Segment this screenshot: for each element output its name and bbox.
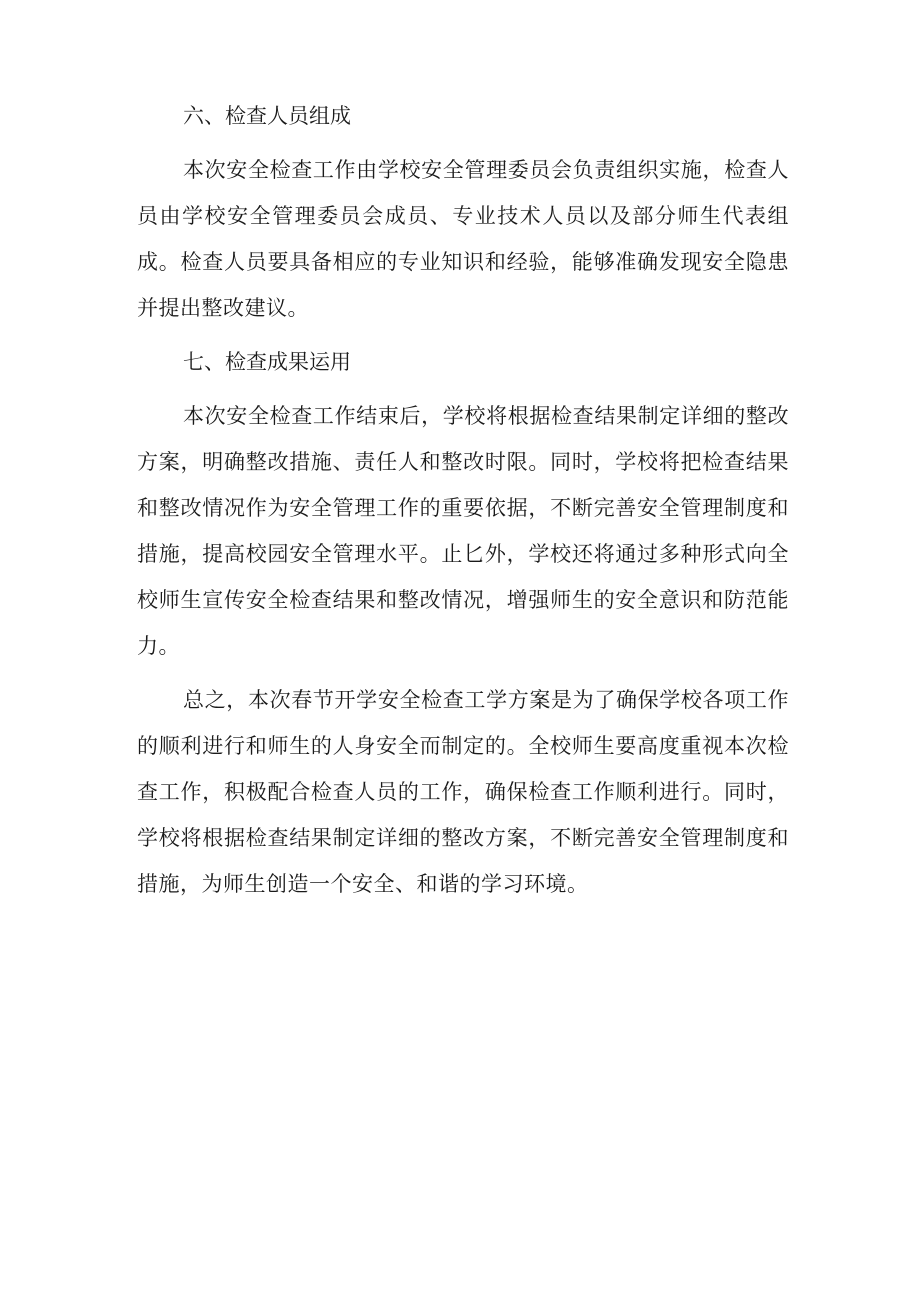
section-heading-personnel: 六、检查人员组成 xyxy=(183,104,351,128)
document-body xyxy=(137,93,789,907)
section-paragraph-results-usage: 本次安全检查工作结束后，学校将根据检查结果制定详细的整改方案，明确整改措施、责任人和整改时限。同时，学校将把检查结果和整改情况作为安全管理工作的重要依据，不断完善安全管理制度和措施，提高校园安全管理水平。止匕外，学校还将通过多种形式向全校师生宣传安全检查结果和整改情况，增强师生的安全意识和防范能力。 xyxy=(137,404,789,658)
section-heading-results-usage: 七、检查成果运用 xyxy=(183,350,351,374)
conclusion-paragraph: 总之，本次春节开学安全检查工学方案是为了确保学校各项工作的顺利进行和师生的人身安全而制定的。全校师生要高度重视本次检查工作，积极配合检查人员的工作，确保检查工作顺利进行。同时，学校将根据检查结果制定详细的整改方案，不断完善安全管理制度和措施，为师生创造一个安全、和谐的学习环境。 xyxy=(137,688,789,896)
section-paragraph-personnel: 本次安全检查工作由学校安全管理委员会负责组织实施，检查人员由学校安全管理委员会成员、专业技术人员以及部分师生代表组成。检查人员要具备相应的专业知识和经验，能够准确发现安全隐患并提出整改建议。 xyxy=(137,158,789,320)
